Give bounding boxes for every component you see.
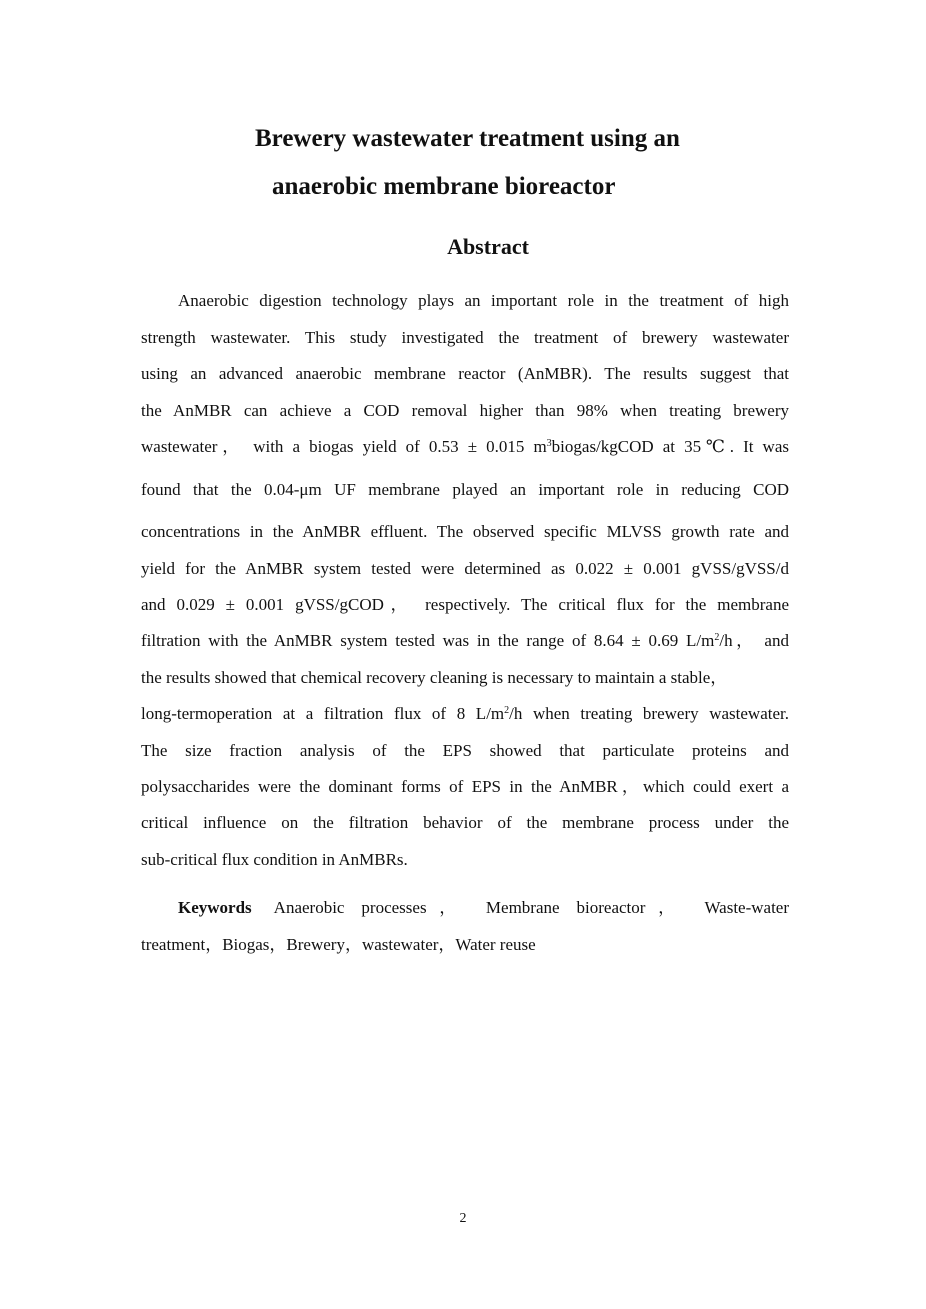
abstract-line: The size fraction analysis of the EPS showed that particulate proteins and bbox=[141, 741, 789, 760]
keywords-line bbox=[178, 897, 789, 919]
abstract-line-text: long-termoperation at a filtration flux of 8 L/m bbox=[141, 704, 505, 723]
abstract-line: the AnMBR can achieve a COD removal higher than 98% when treating brewery bbox=[141, 401, 789, 420]
abstract-line: strength wastewater. This study investigated the treatment of brewery wastewater bbox=[141, 328, 789, 347]
abstract-heading: Abstract bbox=[447, 234, 529, 259]
abstract-line: yield for the AnMBR system tested were determined as 0.022 ± 0.001 gVSS/gVSS/d bbox=[141, 559, 789, 578]
abstract-line bbox=[141, 703, 789, 725]
abstract-line-text: /h when treating brewery wastewater. bbox=[509, 704, 789, 723]
paper-title-line-1: Brewery wastewater treatment using an bbox=[255, 125, 680, 152]
abstract-line: found that the 0.04-μm UF membrane played an important role in reducing COD bbox=[141, 480, 789, 499]
keywords-line: treatment，Biogas，Brewery，wastewater，Water reuse bbox=[141, 935, 536, 954]
abstract-line: using an advanced anaerobic membrane reactor (AnMBR). The results suggest that bbox=[141, 364, 789, 383]
superscript: 2 bbox=[714, 632, 720, 643]
abstract-line-text: /h， and bbox=[719, 631, 789, 650]
abstract-line bbox=[141, 630, 789, 652]
abstract-line: Anaerobic digestion technology plays an important role in the treatment of high bbox=[178, 291, 789, 310]
keywords-label: Keywords bbox=[178, 898, 252, 917]
superscript: 2 bbox=[504, 705, 510, 716]
abstract-line bbox=[141, 436, 789, 458]
abstract-line: polysaccharides were the dominant forms of EPS in the AnMBR，which could exert a bbox=[141, 777, 789, 796]
abstract-line-text: biogas/kgCOD at 35℃. It was bbox=[551, 437, 789, 456]
abstract-line: sub-critical flux condition in AnMBRs. bbox=[141, 850, 408, 869]
abstract-line: and 0.029 ± 0.001 gVSS/gCOD， respectively. The critical flux for the membrane bbox=[141, 595, 789, 614]
abstract-line: critical influence on the filtration behavior of the membrane process under the bbox=[141, 813, 789, 832]
keywords-list: Anaerobic processes， Membrane bioreactor， Waste-water bbox=[273, 898, 789, 917]
page-number: 2 bbox=[459, 1211, 467, 1226]
abstract-line: concentrations in the AnMBR effluent. The observed specific MLVSS growth rate and bbox=[141, 522, 789, 541]
abstract-line-text: wastewater， with a biogas yield of 0.53 ± 0.015 m bbox=[141, 437, 547, 456]
paper-title-line-2: anaerobic membrane bioreactor bbox=[272, 173, 616, 200]
abstract-line-text: filtration with the AnMBR system tested was in the range of 8.64 ± 0.69 L/m bbox=[141, 631, 715, 650]
superscript: 3 bbox=[546, 438, 552, 449]
abstract-line: the results showed that chemical recovery cleaning is necessary to maintain a stable， bbox=[141, 668, 728, 687]
